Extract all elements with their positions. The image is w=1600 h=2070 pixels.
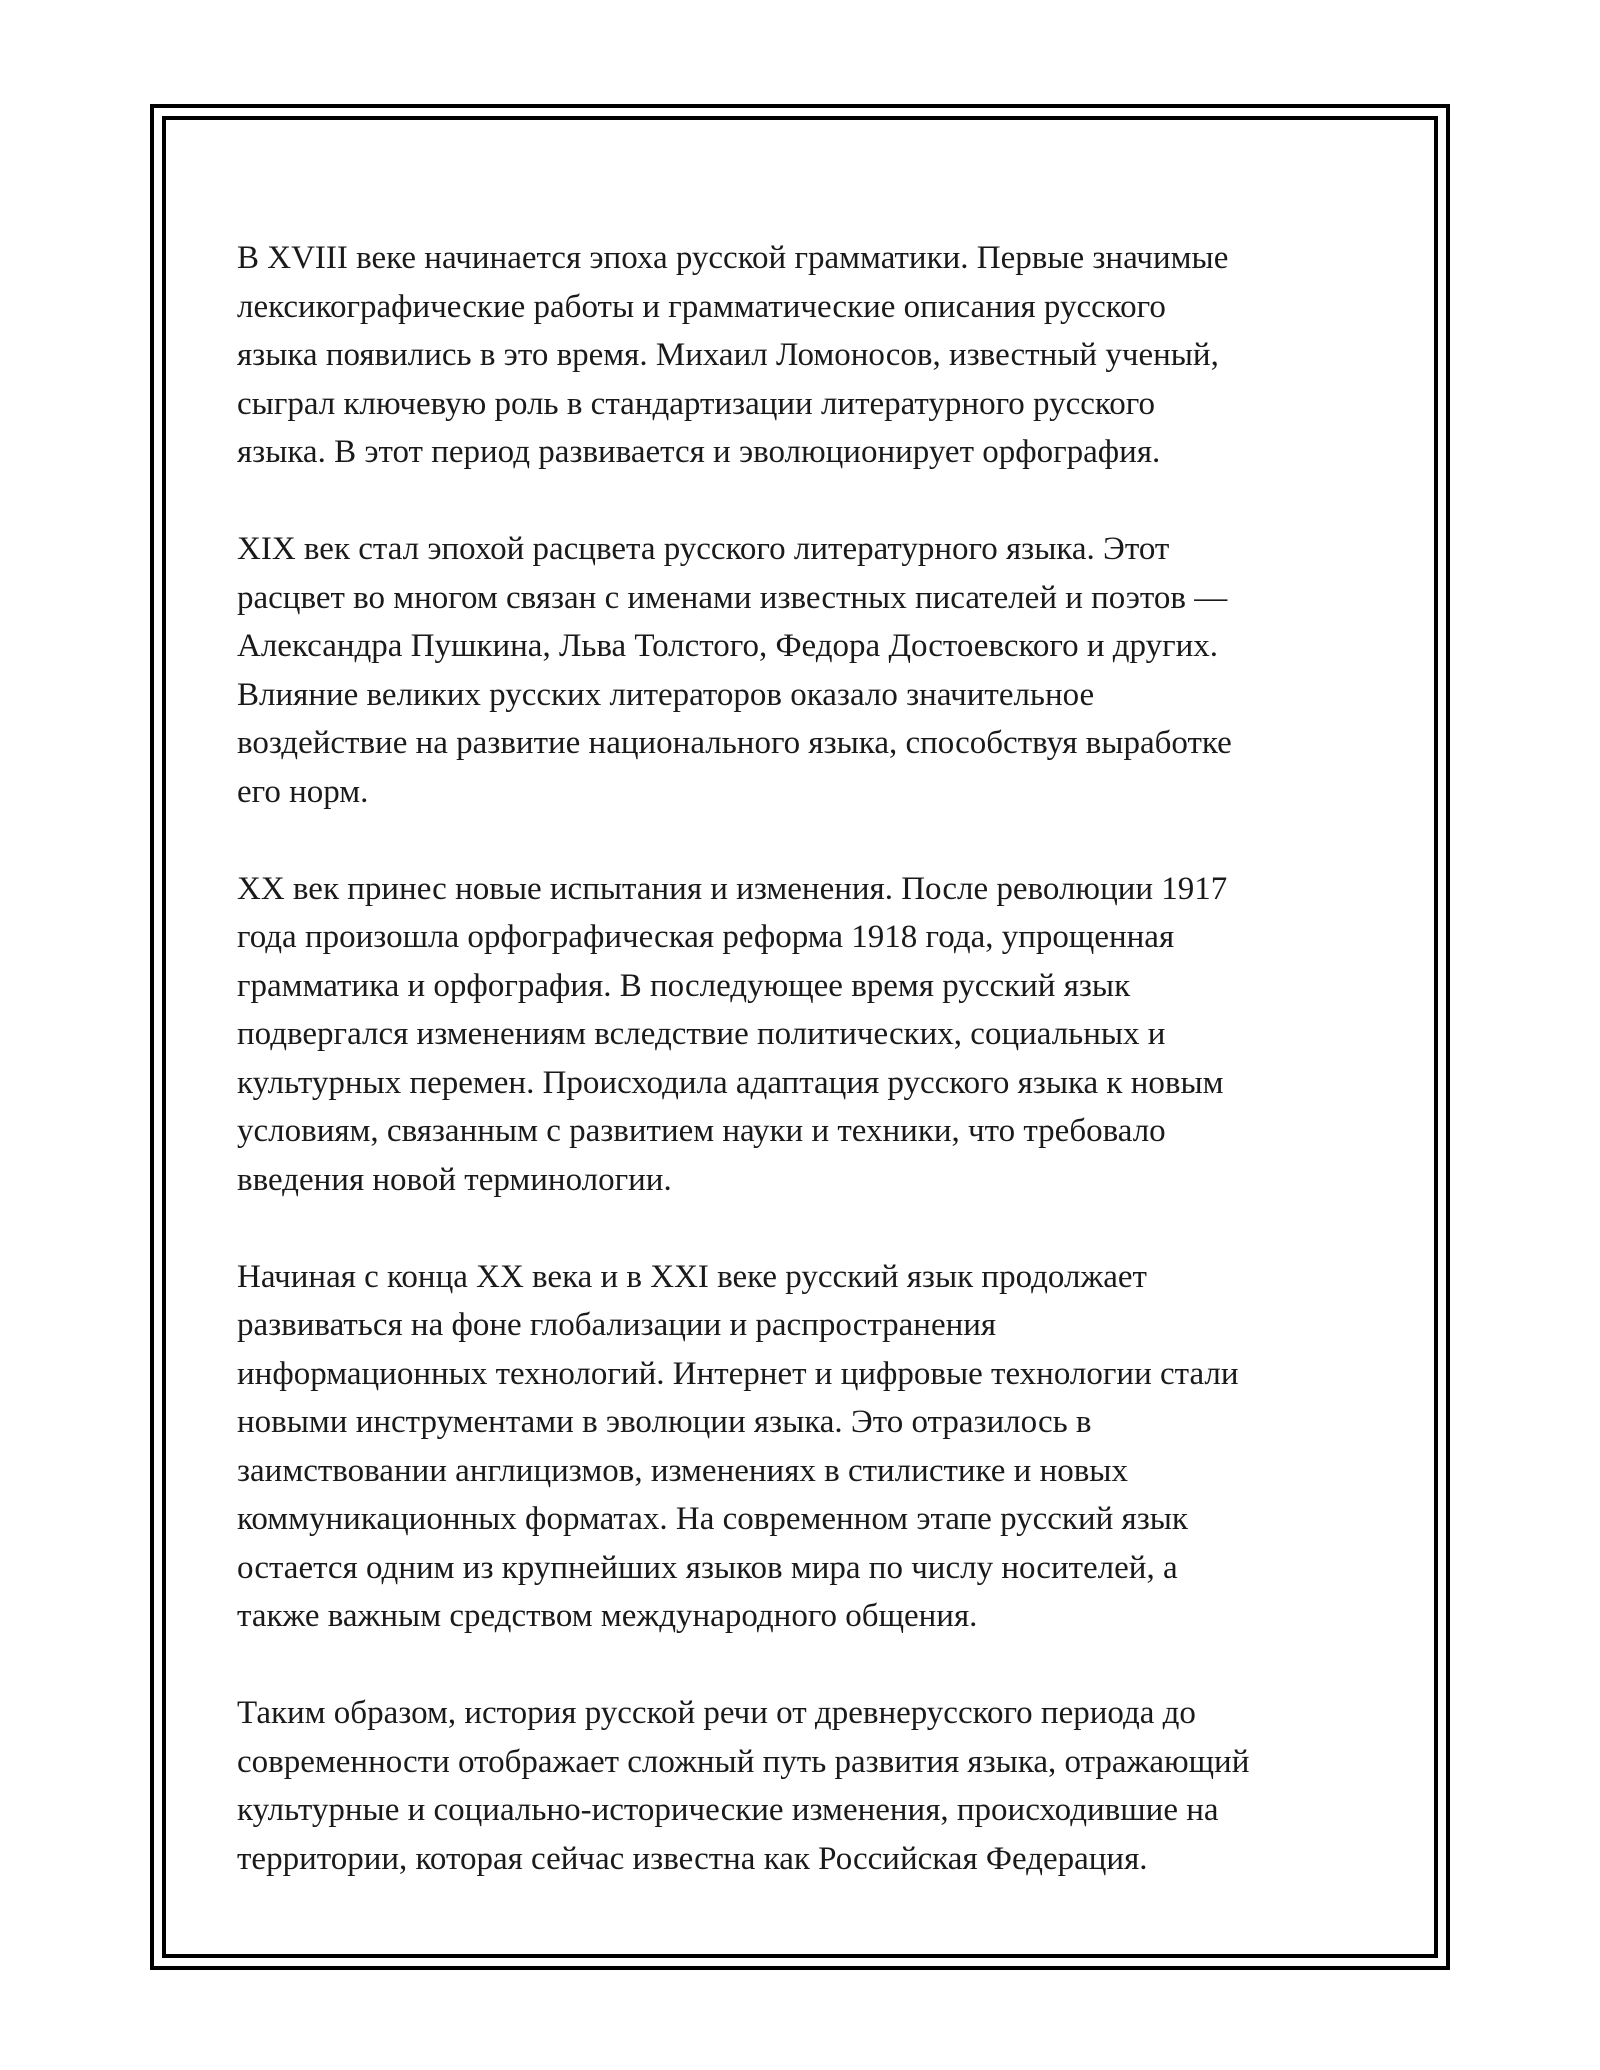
paragraph-21st-century: Начиная с конца XX века и в XXI веке русский язык продолжает развиваться на фоне глобализации и распространения информационных технологий. Интернет и цифровые технологии стали новыми инструментами в эволюции языка. Это отразилось в заимствовании англицизмов, изменениях в стилистике и новых коммуникационных форматах. На современном этапе русский язык остается одним из крупнейших языков мира по числу носителей, а также важным средством международного общения.	[237, 1258, 1239, 1634]
document-body	[237, 234, 1377, 1932]
paragraph-18th-century: В XVIII веке начинается эпоха русской грамматики. Первые значимые лексикографические работы и грамматические описания русского языка появились в это время. Михаил Ломоносов, известный ученый, сыграл ключевую роль в стандартизации литературного русского языка. В этот период развивается и эволюционирует орфография.	[237, 240, 1229, 470]
paragraph-20th-century: XX век принес новые испытания и изменения. После революции 1917 года произошла орфографическая реформа 1918 года, упрощенная грамматика и орфография. В последующее время русский язык подвергался изменениям вследствие политических, социальных и культурных перемен. Происходила адаптация русского языка к новым условиям, связанным с развитием науки и техники, что требовало введения новой терминологии.	[237, 870, 1228, 1198]
paragraph-19th-century: XIX век стал эпохой расцвета русского литературного языка. Этот расцвет во многом связан с именами известных писателей и поэтов — Александра Пушкина, Льва Толстого, Федора Достоевского и других. Влияние великих русских литераторов оказало значительное воздействие на развитие национального языка, способствуя выработке его норм.	[237, 531, 1232, 810]
paragraph-conclusion: Таким образом, история русской речи от древнерусского периода до современности отображает сложный путь развития языка, отражающий культурные и социально-исторические изменения, происходившие на территории, которая сейчас известна как Российская Федерация.	[237, 1695, 1250, 1877]
